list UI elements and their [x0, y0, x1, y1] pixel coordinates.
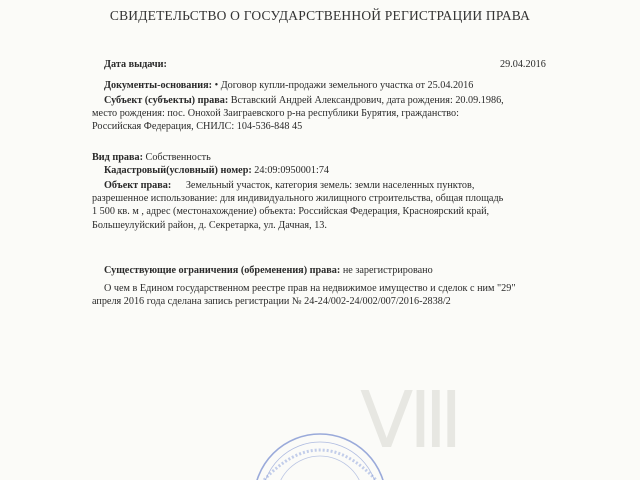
restrictions-row [104, 264, 433, 277]
restrictions-value: не зарегистрировано [342, 265, 433, 276]
right-type-row [92, 151, 211, 164]
subject-line-3: Российская Федерация, СНИЛС: 104-536-848 45 [92, 121, 303, 133]
document-title: СВИДЕТЕЛЬСТВО О ГОСУДАРСТВЕННОЙ РЕГИСТРАЦИИ ПРАВА [109, 8, 531, 23]
basis-label: Документы-основания: [104, 80, 213, 91]
object-line-4: Большеулуйский район, д. Секретарка, ул. Дачная, 13. [92, 219, 327, 231]
subject-block [92, 94, 574, 134]
cadastral-label: Кадастровый(условный) номер: [104, 165, 252, 176]
cadastral-row [104, 164, 329, 177]
registry-block [92, 282, 574, 308]
object-line-3: 1 500 кв. м , адрес (местонахождение) объекта: Российская Федерация, Красноярский край, [92, 206, 490, 218]
basis-value: • Договор купли-продажи земельного участка от 25.04.2016 [214, 80, 474, 91]
subject-label: Субъект (субъекты) права: [104, 95, 229, 106]
official-stamp-icon [250, 428, 390, 480]
issue-date-value: 29.04.2016 [500, 59, 546, 70]
object-block [92, 179, 574, 232]
subject-line-1: Вставский Андрей Александрович, дата рождения: 20.09.1986, [230, 95, 504, 106]
object-label: Объект права: [104, 180, 172, 191]
object-line-1: Земельный участок, категория земель: земли населенных пунктов, [185, 180, 475, 191]
registry-line-1: О чем в Едином государственном реестре прав на недвижимое имущество и сделок с ним "29" [104, 283, 516, 294]
cadastral-value: 24:09:0950001:74 [254, 165, 330, 176]
right-type-value: Собственность [145, 152, 211, 163]
background-watermark: Ⅷ [360, 376, 465, 464]
subject-line-2: место рождения: пос. Онохой Заиграевского р-на республики Бурятия, гражданство: [92, 108, 459, 120]
issue-date-label: Дата выдачи: [104, 59, 167, 70]
basis-row [104, 79, 473, 92]
right-type-label: Вид права: [92, 152, 143, 163]
object-line-2: разрешенное использование: для индивидуального жилищного строительства, общая площадь [92, 193, 504, 205]
registry-line-2: апреля 2016 года сделана запись регистрации № 24-24/002-24/002/007/2016-2838/2 [92, 296, 451, 308]
restrictions-label: Существующие ограничения (обременения) права: [104, 265, 341, 276]
